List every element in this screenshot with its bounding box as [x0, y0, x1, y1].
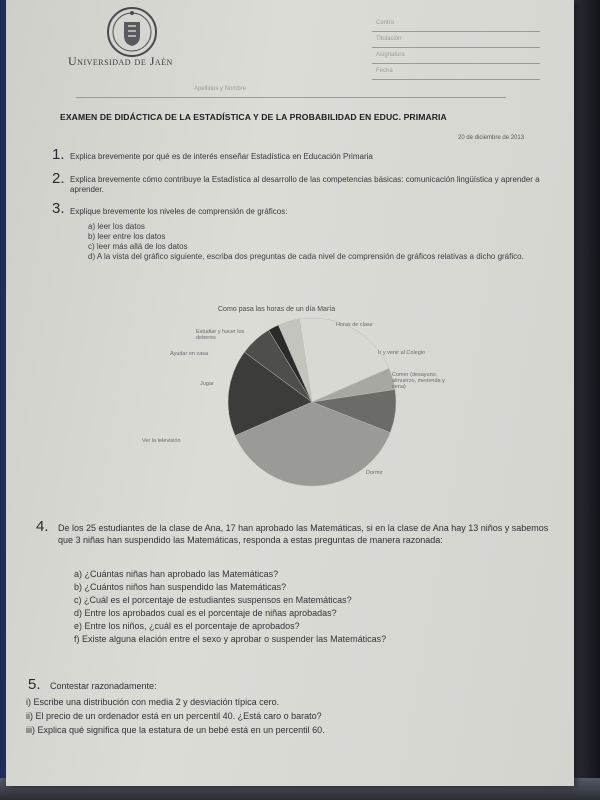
question-4-text: De los 25 estudiantes de la clase de Ana, 17 han aprobado las Matemáticas, si en la clase de Ana hay 13 niños y sabemos que 3 niñas han suspendido las Matemáticas, responda a estas preguntas de manera razonada: — [58, 523, 549, 545]
question-number: 5. — [28, 676, 41, 693]
question-4-item: a) ¿Cuántas niñas han aprobado las Matemáticas? — [74, 569, 279, 579]
question-number: 2. — [52, 170, 65, 187]
question-number: 4. — [36, 518, 49, 535]
field-label: Fecha — [376, 68, 393, 74]
question-3-text: Explique brevemente los niveles de comprensión de gráficos: — [70, 207, 288, 216]
exam-title: EXAMEN DE DIDÁCTICA DE LA ESTADÍSTICA Y DE LA PROBABILIDAD EN EDUC. PRIMARIA — [60, 112, 447, 122]
question-number: 1. — [52, 146, 65, 163]
slice-label: Comer (desayuno, almuerzo, merienda y cena) — [392, 372, 445, 390]
background-right — [574, 0, 600, 800]
question-5-item: i) Escribe una distribución con media 2 y desviación típica cero. — [26, 697, 280, 707]
question-5-text: Contestar razonadamente: — [50, 681, 157, 691]
chart-title: Como pasa las horas de un día María — [218, 306, 336, 313]
question-4-item: e) Entre los niños, ¿cuál es el porcentaje de aprobados? — [74, 621, 300, 631]
field-label: Asignatura — [376, 52, 405, 58]
question-3-item: b) leer entre los datos — [88, 232, 166, 241]
field-titulacion[interactable] — [372, 34, 540, 48]
question-4-item: f) Existe alguna elación entre el sexo y aprobar o suspender las Matemáticas? — [74, 634, 387, 644]
university-name: Universidad de Jaén — [68, 54, 173, 68]
field-label: Titulación — [376, 36, 402, 42]
name-field[interactable]: Apellidos y Nombre — [76, 86, 506, 98]
question-3-item: d) A la vista del gráfico siguiente, escriba dos preguntas de cada nivel de comprensión de gráficos relativas a dicho gráfico. — [88, 252, 524, 261]
field-asignatura[interactable] — [372, 50, 540, 64]
question-4-item: b) ¿Cuántos niños han suspendido las Matemáticas? — [74, 582, 287, 592]
exam-date: 20 de diciembre de 2013 — [458, 135, 525, 141]
slice-label: Jugar — [200, 381, 214, 387]
slice-label: Ver la televisión — [142, 438, 181, 444]
exam-sheet — [6, 0, 574, 786]
slice-label: Ayudar en casa — [170, 351, 209, 357]
pie-chart — [156, 316, 476, 491]
question-number: 3. — [52, 200, 65, 217]
slice-label: Horas de clase — [336, 322, 373, 328]
field-centro[interactable] — [372, 18, 540, 32]
slice-label: Estudiar y hacer los deberes — [196, 329, 245, 341]
question-3-item: c) leer más allá de los datos — [88, 242, 188, 251]
field-label: Centro — [376, 20, 395, 26]
slice-label: Dormir — [366, 470, 383, 476]
question-3-item: a) leer los datos — [88, 222, 145, 231]
question-4-item: c) ¿Cuál es el porcentaje de estudiantes suspensos en Matemáticas? — [74, 595, 352, 605]
question-1-text: Explica brevemente por qué es de interés enseñar Estadística en Educación Primaria — [70, 152, 373, 161]
field-fecha[interactable] — [372, 66, 540, 80]
question-5-item: ii) El precio de un ordenador está en un percentil 40. ¿Está caro o barato? — [26, 711, 322, 721]
slice-label: Ir y venir al Colegio — [378, 350, 426, 356]
question-2-text: Explica brevemente cómo contribuye la Estadística al desarrollo de las competencias básicas: comunicación lingüística y aprender a aprender. — [70, 175, 540, 194]
question-4-item: d) Entre los aprobados cual es el porcentaje de niñas aprobadas? — [74, 608, 337, 618]
question-5-item: iii) Explica qué significa que la estatura de un bebé está en un percentil 60. — [26, 725, 325, 735]
university-seal-icon — [102, 4, 162, 58]
